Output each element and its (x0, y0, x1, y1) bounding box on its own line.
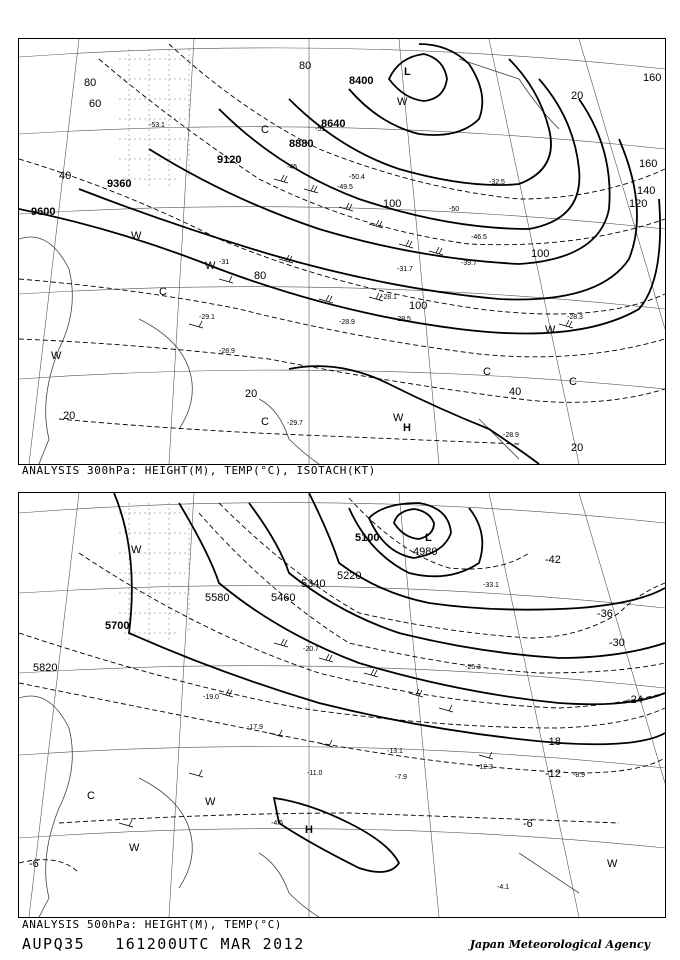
station-temp: -7.9 (395, 774, 408, 781)
graticule (19, 39, 665, 464)
isotach-label: 100 (531, 248, 550, 260)
map-panel-500hpa (18, 492, 666, 918)
isotherm-label: -6 (29, 858, 39, 870)
station-temp: -17.9 (247, 724, 263, 731)
isotach-label: 20 (571, 442, 584, 454)
isotach-label: 80 (299, 60, 312, 72)
isotach-label: 160 (639, 158, 658, 170)
isotherm-label: -42 (545, 554, 561, 566)
temp-label: -49.5 (337, 184, 353, 191)
isotach-label: 20 (63, 410, 76, 422)
warm-marker: W (545, 324, 556, 336)
height-label-5100: 5100 (355, 532, 380, 544)
station-temp: -25.3 (465, 664, 481, 671)
height-label-5820: 5820 (33, 662, 58, 674)
height-label-9600: 9600 (31, 206, 56, 218)
height-label-8640: 8640 (321, 118, 346, 130)
warm-marker: W (397, 96, 408, 108)
isotach-label: 80 (254, 270, 267, 282)
cold-marker: C (159, 286, 167, 298)
low-center-marker: L (404, 66, 411, 78)
map-panel-300hpa (18, 38, 666, 465)
graticule (19, 493, 665, 917)
temp-label: -28.3 (567, 314, 583, 321)
warm-marker: W (607, 858, 618, 870)
temp-label: -28.1 (381, 294, 397, 301)
height-label-4980: 4980 (413, 546, 438, 558)
station-temp: -13.1 (387, 748, 403, 755)
cold-marker: C (483, 366, 491, 378)
height-contours (19, 44, 660, 464)
station-temp: -4.1 (497, 884, 510, 891)
warm-marker: W (205, 796, 216, 808)
agency-credit: Japan Meteorological Agency (469, 938, 650, 951)
isotach-label: 100 (383, 198, 402, 210)
cold-marker: C (261, 124, 269, 136)
station-temp: -11.0 (307, 770, 323, 777)
isotach-label: 40 (59, 170, 72, 182)
isotach-label: 120 (629, 198, 648, 210)
caption-300hpa: ANALYSIS 300hPa: HEIGHT(M), TEMP(°C), ISOTACH(KT) (22, 464, 376, 477)
chart-datetime: 161200UTC MAR 2012 (115, 935, 305, 953)
height-label-5220: 5220 (337, 570, 362, 582)
height-label-5340: 5340 (301, 578, 326, 590)
isotherm-label: -36 (597, 608, 613, 620)
map-500hpa-svg (19, 493, 665, 917)
isotherm-label: -6 (523, 818, 533, 830)
temp-label: -50 (449, 206, 460, 213)
warm-marker: W (129, 842, 140, 854)
station-temp: -4.5 (271, 820, 284, 827)
temp-label: -53.1 (149, 122, 165, 129)
isotach-label: 100 (409, 300, 428, 312)
height-contours (114, 493, 665, 872)
wind-barbs (189, 175, 573, 328)
height-label-8880: 8880 (289, 138, 314, 150)
station-temp: -20.7 (303, 646, 319, 653)
height-label-5460: 5460 (271, 592, 296, 604)
temp-label: -50.4 (349, 174, 365, 181)
temp-label: -28.9 (339, 319, 355, 326)
isotherm-label: -30 (609, 637, 625, 649)
isotach-label: 20 (571, 90, 584, 102)
height-label-5580: 5580 (205, 592, 230, 604)
isotherm-label: -18 (545, 736, 561, 748)
station-temp: -12.3 (477, 764, 493, 771)
isotherm-label: -12 (545, 768, 561, 780)
terrain-hatching (119, 49, 189, 189)
coastline (19, 696, 579, 917)
isotach-label: 140 (637, 185, 656, 197)
temp-label: -32.5 (489, 179, 505, 186)
high-center-marker: H (305, 824, 313, 836)
station-temp: -19.0 (203, 694, 219, 701)
temp-label: -29.7 (287, 420, 303, 427)
warm-marker: W (51, 350, 62, 362)
isotach-label: 60 (89, 98, 102, 110)
temp-label: -46.5 (471, 234, 487, 241)
height-label-8400: 8400 (349, 75, 374, 87)
isotach-label: 40 (509, 386, 522, 398)
isotherm-contours (19, 498, 665, 873)
temp-label: -51 (315, 126, 326, 133)
chart-footer (22, 935, 305, 953)
temp-label: -31 (219, 259, 230, 266)
station-temp: -33.1 (483, 582, 499, 589)
low-center-marker: L (425, 532, 432, 544)
temp-label: -39.7 (461, 260, 477, 267)
height-label-9120: 9120 (217, 154, 242, 166)
caption-500hpa: ANALYSIS 500hPa: HEIGHT(M), TEMP(°C) (22, 918, 283, 931)
wind-barbs (119, 639, 493, 827)
warm-marker: W (393, 412, 404, 424)
cold-marker: C (87, 790, 95, 802)
station-temp: -8.9 (573, 772, 586, 779)
height-label-5700: 5700 (105, 620, 130, 632)
isotach-label: 160 (643, 72, 662, 84)
temp-label: -28.9 (219, 348, 235, 355)
temp-label: -28.9 (503, 432, 519, 439)
cold-marker: C (569, 376, 577, 388)
isotach-label: 80 (84, 77, 97, 89)
warm-marker: W (131, 230, 142, 242)
temp-label: -31.7 (397, 266, 413, 273)
map-300hpa-svg (19, 39, 665, 464)
isotherm-label: -24 (627, 694, 643, 706)
temp-label: -45 (287, 164, 298, 171)
temp-label: -29.1 (199, 314, 215, 321)
chart-code: AUPQ35 (22, 935, 86, 953)
height-label-9360: 9360 (107, 178, 132, 190)
cold-marker: C (261, 416, 269, 428)
warm-marker: W (131, 544, 142, 556)
isotach-label: 20 (245, 388, 258, 400)
temp-label: -28.5 (395, 316, 411, 323)
high-center-marker: H (403, 422, 411, 434)
warm-marker: W (205, 260, 216, 272)
